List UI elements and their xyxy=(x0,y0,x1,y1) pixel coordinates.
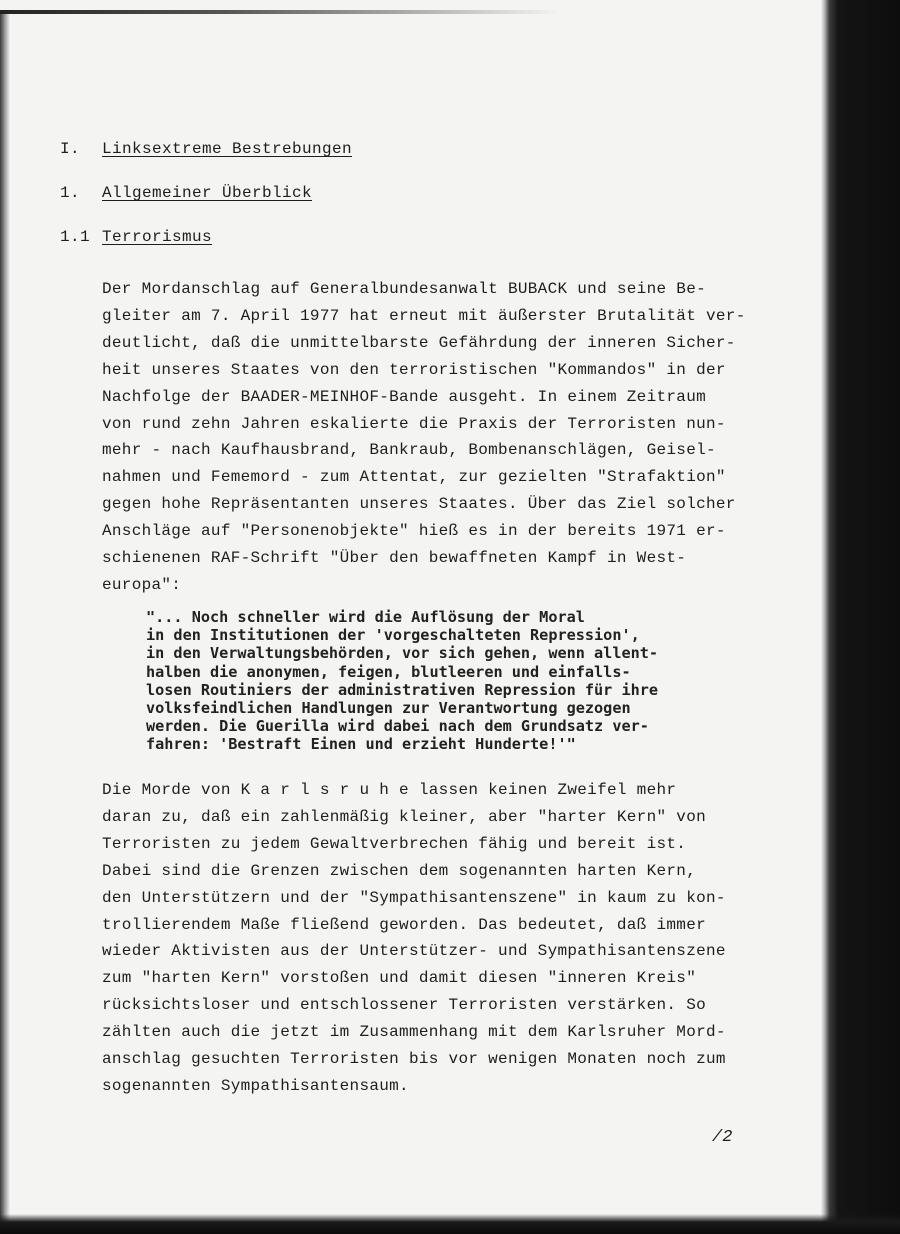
block-quote: "... Noch schneller wird die Auflösung der Moral in den Institutionen der 'vorgeschalteten Repression', in den Verwaltungsbehörden, vor sich gehen, wenn allent- halben die anonymen, feigen, blutleeren und einfalls- losen Routiniers der administrativen Repression für ihre volksfeindlichen Handlungen zur Verantwortung gezogen werden. Die Guerilla wird dabei nach dem Grundsatz ver- fahren: 'Bestraft Einen und erzieht Hunderte!'" xyxy=(146,608,659,754)
body-paragraph-2: Die Morde von K a r l s r u h e lassen keinen Zweifel mehr daran zu, daß ein zahlenmäßig kleiner, aber "harter Kern" von Terroristen zu jedem Gewaltverbrechen fähig und bereit ist. Dabei sind die Grenzen zwischen dem sogenannten harten Kern, den Unterstützern und der "Sympathisantenszene" in kaum zu kon- trollierendem Maße fließend geworden. Das bedeutet, daß immer wieder Aktivisten aus der Unterstützer- und Sympathisantenszene zum "harten Kern" vorstoßen und damit diesen "inneren Kreis" rücksichtsloser und entschlossener Terroristen verstärken. So zählten auch die jetzt im Zusammenhang mit dem Karlsruher Mord- anschlag gesuchten Terroristen bis vor wenigen Monaten noch zum sogenannten Sympathisantensaum. xyxy=(102,781,726,1095)
heading-number: 1.1 xyxy=(60,228,91,246)
page-continuation-marker: /2 xyxy=(712,1128,733,1147)
heading-subsection-1 xyxy=(60,184,312,202)
heading-title: Linksextreme Bestrebungen xyxy=(102,140,353,158)
heading-number: 1. xyxy=(60,184,81,202)
scan-bottom-edge xyxy=(0,1214,900,1234)
heading-number: I. xyxy=(60,140,81,158)
heading-section-1 xyxy=(60,140,352,158)
heading-title: Terrorismus xyxy=(102,228,213,246)
scan-right-edge xyxy=(812,0,900,1234)
body-paragraph-1: Der Mordanschlag auf Generalbundesanwalt BUBACK und seine Be- gleiter am 7. April 1977 hat erneut mit äußerster Brutalität ver- deutlicht, daß die unmittelbarste Gefährdung der inneren Sicher- heit unseres Staates von den terroristischen "Kommandos" in der Nachfolge der BAADER-MEINHOF-Bande ausgeht. In einem Zeitraum von rund zehn Jahren eskalierte die Praxis der Terroristen nun- mehr - nach Kaufhausbrand, Bankraub, Bombenanschlägen, Geisel- nahmen und Fememord - zum Attentat, zur gezielten "Strafaktion" gegen hohe Repräsentanten unseres Staates. Über das Ziel solcher Anschläge auf "Personenobjekte" hieß es in der bereits 1971 er- schienenen RAF-Schrift "Über den bewaffneten Kampf in West- europa": xyxy=(102,280,746,594)
heading-title: Allgemeiner Überblick xyxy=(102,184,313,202)
heading-subsection-1-1 xyxy=(60,228,212,246)
